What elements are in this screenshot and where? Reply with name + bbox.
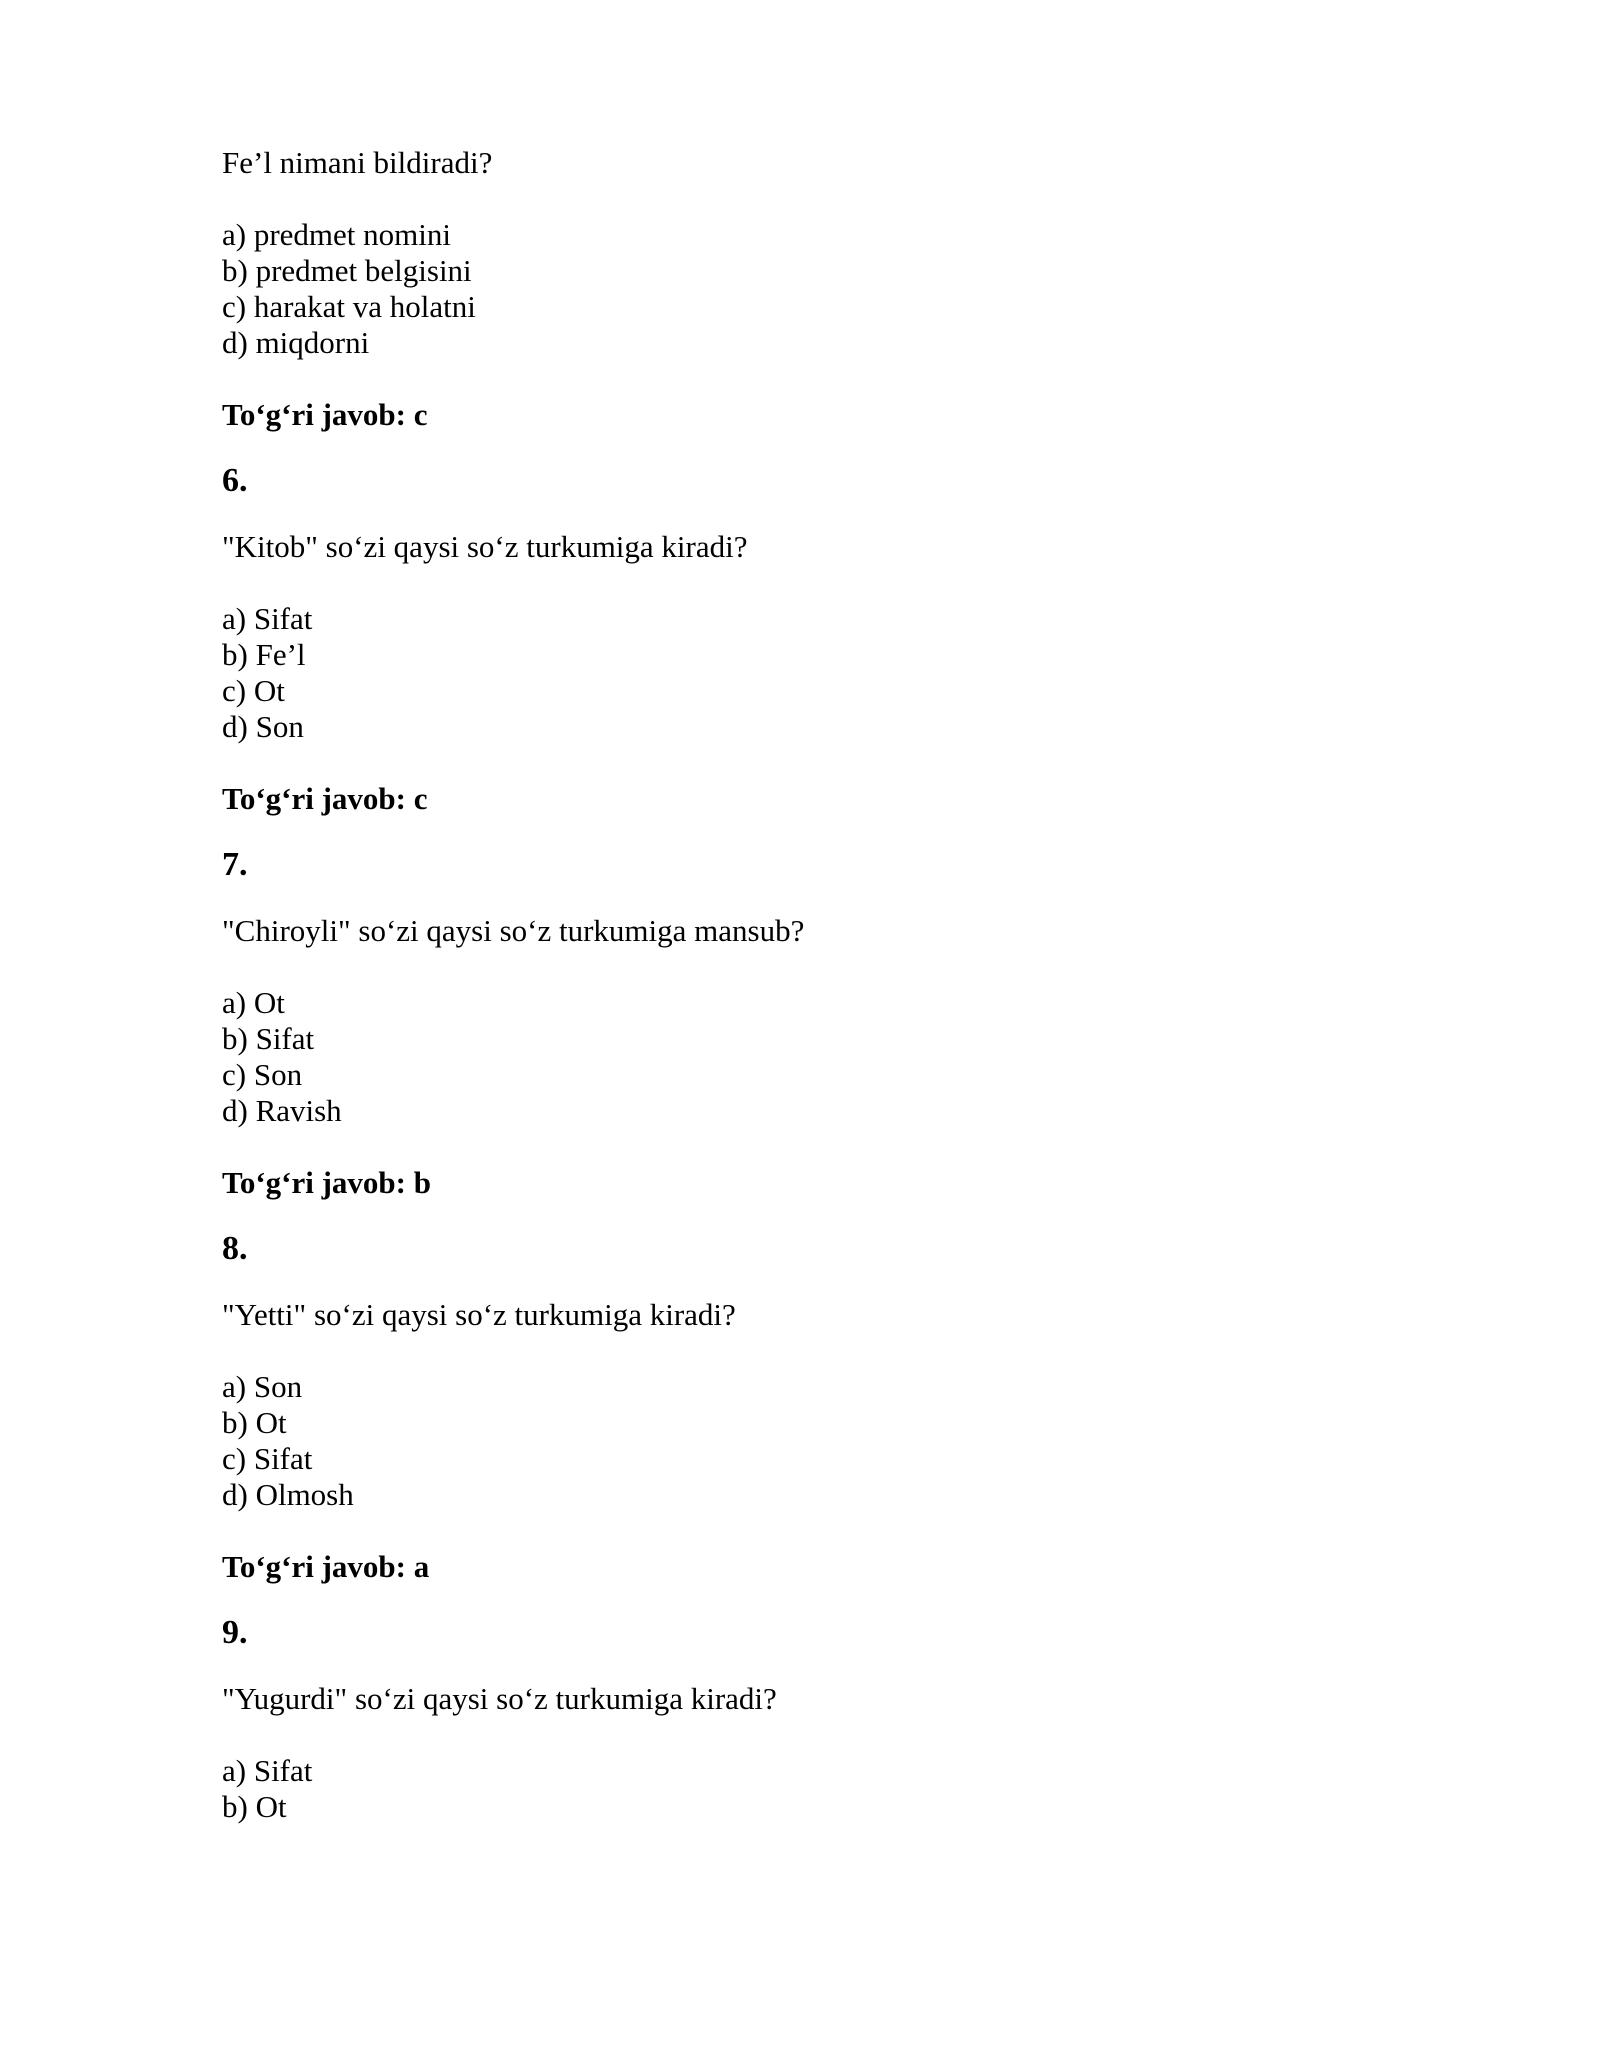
- option-d: d) Son: [222, 709, 304, 744]
- question-text: "Yugurdi" so‘zi qaysi so‘z turkumiga kiradi?: [222, 1681, 777, 1716]
- option-c: c) Sifat: [222, 1441, 313, 1476]
- option-a: a) Sifat: [222, 1753, 313, 1788]
- option-a: a) Son: [222, 1369, 303, 1404]
- question-text: Fe’l nimani bildiradi?: [222, 145, 493, 180]
- question-block-intro: [222, 145, 1422, 433]
- option-a: a) Ot: [222, 985, 285, 1020]
- option-b: b) Ot: [222, 1789, 287, 1824]
- question-text: "Chiroyli" so‘zi qaysi so‘z turkumiga mansub?: [222, 913, 805, 948]
- option-b: b) predmet belgisini: [222, 253, 472, 288]
- question-text: "Kitob" so‘zi qaysi so‘z turkumiga kiradi?: [222, 529, 748, 564]
- option-a: a) Sifat: [222, 601, 313, 636]
- correct-answer: To‘g‘ri javob: a: [222, 1549, 430, 1584]
- option-d: d) Ravish: [222, 1093, 342, 1128]
- correct-answer: To‘g‘ri javob: c: [222, 781, 428, 816]
- option-a: a) predmet nomini: [222, 217, 451, 252]
- question-number: 8.: [222, 1230, 248, 1267]
- document-page: [222, 145, 1422, 1825]
- option-b: b) Fe’l: [222, 637, 306, 672]
- option-c: c) harakat va holatni: [222, 289, 476, 324]
- option-b: b) Sifat: [222, 1021, 315, 1056]
- question-number: 9.: [222, 1614, 248, 1651]
- option-c: c) Ot: [222, 673, 285, 708]
- option-d: d) miqdorni: [222, 325, 370, 360]
- question-text: "Yetti" so‘zi qaysi so‘z turkumiga kiradi?: [222, 1297, 736, 1332]
- question-block-6: [222, 461, 1422, 817]
- correct-answer: To‘g‘ri javob: b: [222, 1165, 431, 1200]
- question-block-8: [222, 1229, 1422, 1585]
- option-d: d) Olmosh: [222, 1477, 354, 1512]
- correct-answer: To‘g‘ri javob: c: [222, 397, 428, 432]
- option-b: b) Ot: [222, 1405, 287, 1440]
- question-block-9: [222, 1613, 1422, 1825]
- question-number: 7.: [222, 846, 248, 883]
- question-number: 6.: [222, 462, 248, 499]
- question-block-7: [222, 845, 1422, 1201]
- option-c: c) Son: [222, 1057, 303, 1092]
